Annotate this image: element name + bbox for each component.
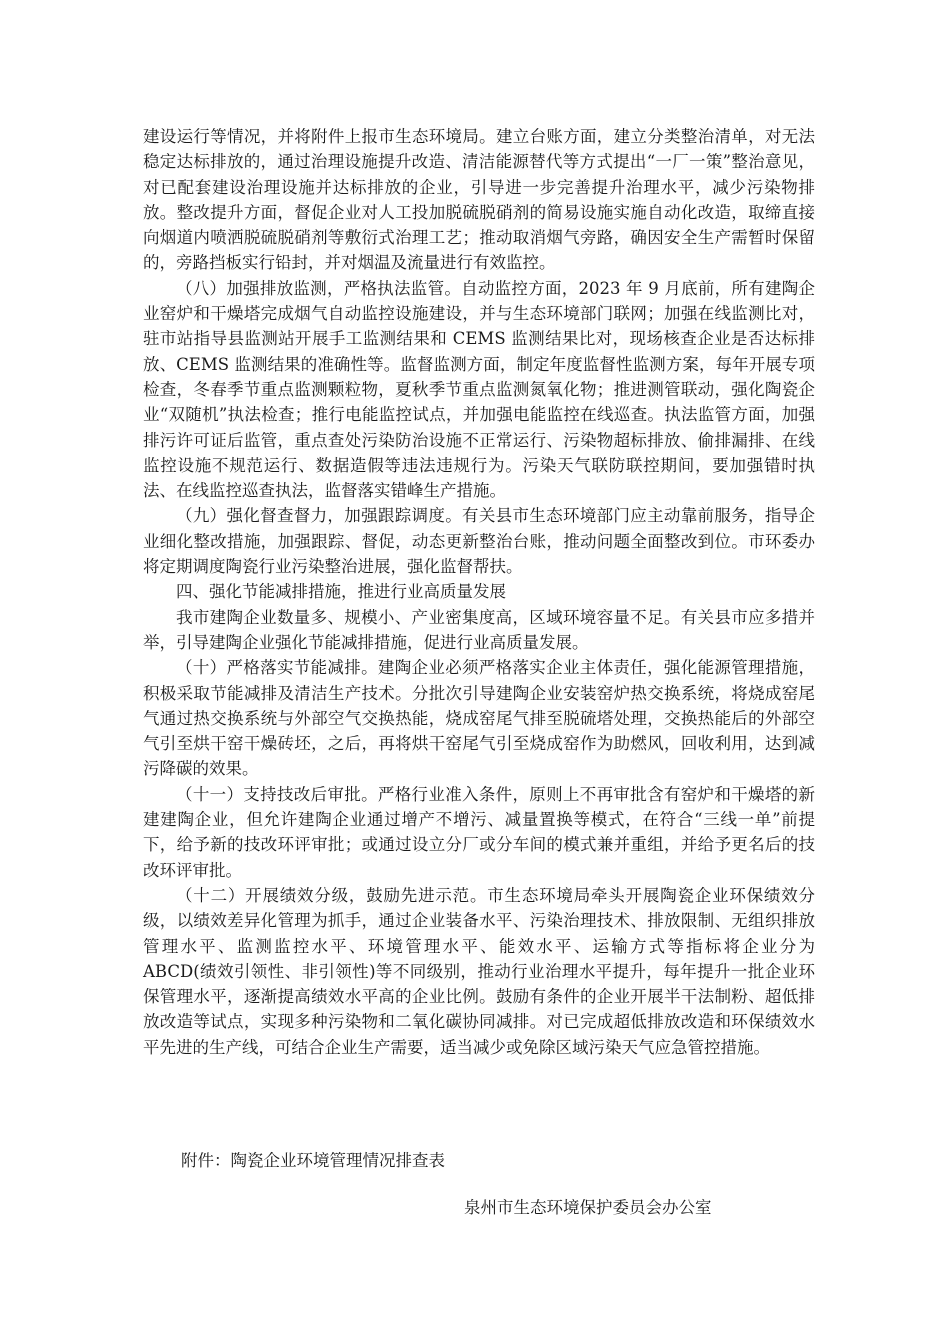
paragraph-section-12: （十二）开展绩效分级，鼓励先进示范。市生态环境局牵头开展陶瓷企业环保绩效分级，以绩效差异化管理为抓手，通过企业装备水平、污染治理技术、排放限制、无组织排放管理水平、监测监控水平、环境管理水平、能效水平、运输方式等指标将企业分为 ABCD(绩效引领性、非引领性)等不同级别，推动行业治理水平提升，每年提升一批企业环保管理水平，逐渐提高绩效水平高的企业比例。鼓励有条件的企业开展半干法制粉、超低排放改造等试点，实现多种污染物和二氧化碳协同减排。对已完成超低排放改造和环保绩效水平先进的生产线，可结合企业生产需要，适当减少或免除区域污染天气应急管控措施。: [143, 885, 815, 1057]
paragraph-section-10: （十）严格落实节能减排。建陶企业必须严格落实企业主体责任，强化能源管理措施，积极采取节能减排及清洁生产技术。分批次引导建陶企业安装窑炉热交换系统，将烧成窑尾气通过热交换系统与外部空气交换热能，烧成窑尾气排至脱硫塔处理，交换热能后的外部空气引至烘干窑干燥砖坯，之后，再将烘干窑尾气引至烧成窑作为助燃风，回收利用，达到减污降碳的效果。: [143, 658, 815, 779]
document-body: [143, 124, 815, 1060]
paragraph-section-11: （十一）支持技改后审批。严格行业准入条件，原则上不再审批含有窑炉和干燥塔的新建建陶企业，但允许建陶企业通过增产不增污、减量置换等模式，在符合“三线一单”前提下，给予新的技改环评审批；或通过设立分厂或分车间的模式兼并重组，并给予更名后的技改环评审批。: [143, 784, 815, 880]
issuer-signature: 泉州市生态环境保护委员会办公室: [464, 1198, 712, 1217]
paragraph-section-8: （八）加强排放监测，严格执法监管。自动监控方面，2023 年 9 月底前，所有建陶企业窑炉和干燥塔完成烟气自动监控设施建设，并与生态环境部门联网；加强在线监测比对，驻市站指导县监测站开展手工监测结果和 CEMS 监测结果比对，现场核查企业是否达标排放、CEMS 监测结果的准确性等。监督监测方面，制定年度监督性监测方案，每年开展专项检查，冬春季节重点监测颗粒物，夏秋季节重点监测氮氧化物；推进测管联动，强化陶瓷企业“双随机”执法检查；推行电能监控试点，并加强电能监控在线巡查。执法监管方面，加强排污许可证后监管，重点查处污染防治设施不正常运行、污染物超标排放、偷排漏排、在线监控设施不规范运行、数据造假等违法违规行为。污染天气联防联控期间，要加强错时执法、在线监控巡查执法，监督落实错峰生产措施。: [143, 278, 815, 501]
section-heading-4: 四、强化节能减排措施，推进行业高质量发展: [176, 582, 506, 602]
attachment-note: 附件：陶瓷企业环境管理情况排查表: [181, 1151, 445, 1170]
paragraph-section-9: （九）强化督查督力，加强跟踪调度。有关县市生态环境部门应主动靠前服务，指导企业细化整改措施，加强跟踪、督促，动态更新整治台账，推动问题全面整改到位。市环委办将定期调度陶瓷行业污染整治进展，强化监督帮扶。: [143, 506, 815, 577]
paragraph-section-4-intro: 我市建陶企业数量多、规模小、产业密集度高，区域环境容量不足。有关县市应多措并举，引导建陶企业强化节能减排措施，促进行业高质量发展。: [143, 607, 815, 652]
paragraph-continuation: 建设运行等情况，并将附件上报市生态环境局。建立台账方面，建立分类整治清单，对无法稳定达标排放的，通过治理设施提升改造、清洁能源替代等方式提出“一厂一策”整治意见，对已配套建设治理设施并达标排放的企业，引导进一步完善提升治理水平，减少污染物排放。整改提升方面，督促企业对人工投加脱硫脱硝剂的简易设施实施自动化改造，取缔直接向烟道内喷洒脱硫脱硝剂等敷衍式治理工艺；推动取消烟气旁路，确因安全生产需暂时保留的，旁路挡板实行铅封，并对烟温及流量进行有效监控。: [143, 127, 815, 273]
